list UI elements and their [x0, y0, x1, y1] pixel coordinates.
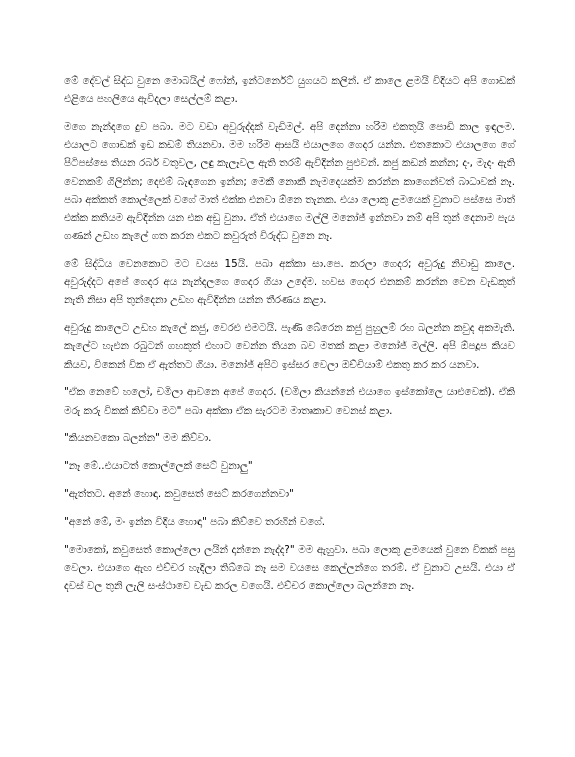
paragraph-6: "කියනවකො බලන්න" මම කිව්වා.: [64, 432, 212, 445]
paragraph-1: මේ දේවල් සිද්ධ වුනෙ මොබයිල් ෆෝන්, ඉන්ටර්නෙට් යුගයට කලින්. ඒ කාලෙ ළමයි විදියට අපි ගොඩක් එළියෙ පහලියෙ ඇවිදලා සෙල්ලම් කළා.: [64, 75, 515, 106]
paragraph-7: "නෑ මේ..එයාටත් කොල්ලෙක් සෙට් වුනාලු": [64, 460, 253, 473]
paragraph-10: "මොකෝ, කවුසෙත් කොල්ලො ලයින් දාන්නෙ නැද්ද?" මම ඇහුවා. පබා ලොකු ළමයෙක් වුනෙ විකක් පසු වෙලා. එයාගෙ ඇඟ එච්චර හැදිලා තිබ්බෙ නෑ සම වයසෙ කෙල්ලන්ගෙ තරම්. ඒ වුනාට උසයි. එයා ඒ දවස් වල තුනි ලැලි සංස්ථාවෙ වැඩ කරල වගෙයි. එච්චර කොල්ලො බලන්නෙ නෑ.: [64, 543, 515, 593]
paragraph-4: අවුරුදු කාලෙට උඩහ කැලේ කජු, වෙරළු එමටයි. පැණි බේරෙන කජු පුහුලම් රහ බලන්න කවුද අකමැති. කැලේට හැළුන රබුටන් ගහකුත් එහාට වෙන්න තියන බව මතක් කළා මනෝජ් මල්ලි. අපි ඕපදූප කියව කියව, විකෙන් වික ඒ ඇත්තට ගියා. මනෝජ් අපිට ඉස්සර වෙලා ඔච්චියාම් එකතු කර කර යනවා.: [64, 322, 515, 371]
document-page: [64, 72, 515, 605]
paragraph-2: මගෙ නැන්දගෙ දුව පබා. මට වඩා අවුරුද්දක් වැඩිමල්. අපි දෙන්නා හරිම එකතුයි පොඩි කාල ඉඳලම. එයාලට ගොඩක් ඉඩ කඩම් තියනවා. මම හරිම ආසයි එයාලගෙ ගෙදර යන්න. එතකොට එයාලගෙ ගේ පිටිපස්සෙ තියන රබර් වතුවල, ලඳු කැලෑවල ඇති තරම් ඇවිදින්න පුළුවන්. කජු කඩන් කන්න; දං, මැදං ඇති වෙනකම් ගිලින්න; දෙළුම් බැඳගෙන ඉන්න; මෙකී නොකී නැමදෙයක්ම කරන්න කාගෙන්වත් බාධාවක් නෑ. පබා අක්කත් කොල්ලෙක් වගේ මාත් එක්ක එනවා ඕනෙ තැනක. එයා ලොකු ළමයෙක් වුනාට පස්සෙ මාත් එක්ක කතියම ඇවිදින්න යන එක අඩු වුනා. ඒත් එයාගෙ මල්ලි මනෝජ් ඉන්නවා නම් අපි තුන් දෙනාම පැය ගණන් උඩහ කැලේ ගත කරන එකට කවුරුත් විරුද්ධ වුනෙ නෑ.: [64, 121, 515, 243]
paragraph-8: "ඇත්තට. අනේ හොඳා. කවුසෙත් සෙට් කරගෙන්නවා": [64, 488, 294, 501]
paragraph-3: මේ සිද්ධිය වෙනකොට මට වයස 15යි. පබා අක්කා සා.පෙ. කරලා ගෙදර; අවුරුදු නිවාඩු කාලෙ. අවුරුද්දට අපේ ගෙදර අය නැන්දලගෙ ගෙදර ගියා උදේම. හවස ගෙදර එනකම් කරන්න වෙන වැඩකුත් නැති නිසා අපි තුන්දෙනා උඩහ ඇවිදින්න යන්න තීරණය කළා.: [64, 258, 515, 307]
paragraph-9: "අනේ මේ, මං ඉන්න විදිය හොඳා" පබා කිව්වෙ තරහින් වගේ.: [64, 515, 326, 528]
paragraph-5: "ඒක නෙවේ හලෝ, චමිලා ආවනෙ අපේ ගෙදර. (චමිලා කියන්නේ එයාගෙ ඉස්කෝලෙ යාළුවෙක්). ඒකි මරු කරු විකක් කිව්වා මට" පබා අක්කා ඒක සැරටම මාතෘකාව වෙනස් කළා.: [64, 386, 515, 417]
